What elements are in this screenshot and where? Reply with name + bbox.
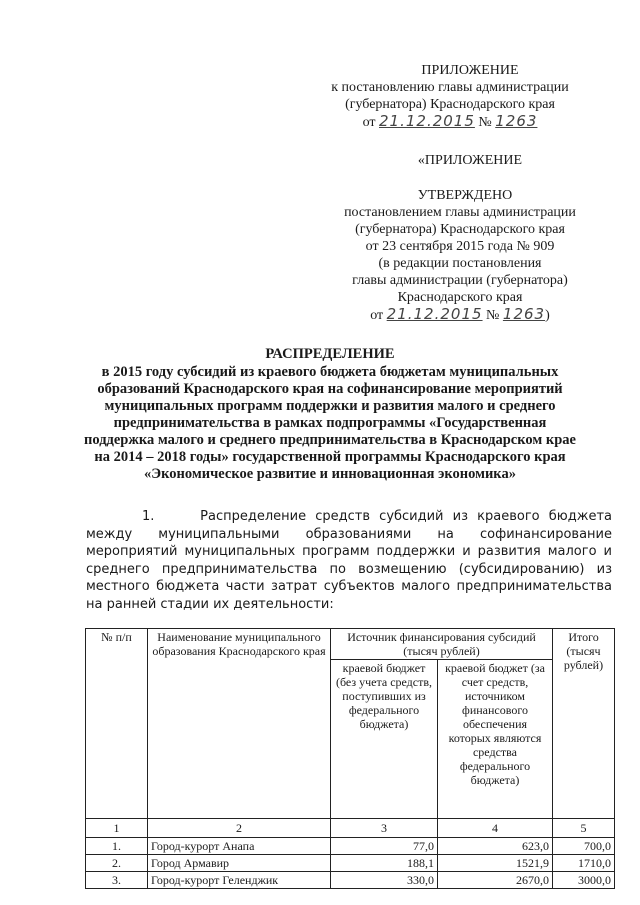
approval-attachment-title: «ПРИЛОЖЕНИЕ	[417, 153, 523, 168]
column-number-row: 1 2 3 4 5	[86, 819, 615, 838]
attachment-header	[330, 62, 570, 131]
attachment-line-2: (губернатора) Краснодарского края	[345, 97, 555, 112]
header-name: Наименование муниципального образования Краснодарского края	[148, 629, 331, 819]
header-federal-funds: краевой бюджет (за счет средств, источником финансового обеспечения которых являются средства федерального бюджета)	[438, 660, 553, 819]
paragraph-1	[86, 508, 612, 613]
paragraph-number: 1.	[142, 509, 155, 524]
approved-label: УТВЕРЖДЕНО	[417, 188, 513, 203]
header-source: Источник финансирования субсидий (тысяч рублей)	[331, 629, 553, 660]
attachment-date-line: от 21.12.2015 № 1263	[362, 112, 538, 130]
header-total: Итого (тысяч рублей)	[553, 629, 615, 819]
table-row: 1. Город-курорт Анапа 77,0 623,0 700,0	[86, 838, 615, 855]
handwritten-date: 21.12.2015	[379, 112, 475, 130]
header-num: № п/п	[86, 629, 148, 819]
header-regional-budget: краевой бюджет (без учета средств, поступивших из федерального бюджета)	[331, 660, 438, 819]
attachment-line-1: к постановлению главы администрации	[331, 80, 569, 95]
paragraph-text: Распределение средств субсидий из краевого бюджета между муниципальными образованиями на софинансирование мероприятий муниципальных программ поддержки и развития малого и среднего предпринимательства по возмещению (субсидированию) из местного бюджета части затрат субъектов малого предпринимательства на ранней стадии их деятельности:	[86, 509, 612, 612]
title-heading: РАСПРЕДЕЛЕНИЕ	[265, 346, 395, 362]
table-row: 3. Город-курорт Геленджик 330,0 2670,0 3000,0	[86, 872, 615, 889]
approval-header: «ПРИЛОЖЕНИЕ УТВЕРЖДЕНО постановлением главы администрации (губернатора) Краснодарского края от 23 сентября 2015 года № 909 (в редакции постановления главы администрации (губернатора) Краснодарского края от 21.12.2015 № 1263)	[330, 152, 590, 324]
handwritten-number: 1263	[502, 305, 546, 323]
table-row: 2. Город Армавир 188,1 1521,9 1710,0	[86, 855, 615, 872]
handwritten-date: 21.12.2015	[386, 305, 483, 323]
approval-date-line: от 21.12.2015 № 1263)	[370, 305, 550, 323]
handwritten-number: 1263	[495, 112, 538, 130]
subsidy-table	[85, 628, 615, 889]
attachment-title: ПРИЛОЖЕНИЕ	[421, 63, 519, 78]
document-title: РАСПРЕДЕЛЕНИЕ в 2015 году субсидий из краевого бюджета бюджетам муниципальных образований Краснодарского края на софинансирование мероприятий муниципальных программ поддержки и развития малого и среднего предпринимательства в рамках подпрограммы «Государственная поддержка малого и среднего предпринимательства в Краснодарском крае на 2014 – 2018 годы» государственной программы Краснодарского края «Экономическое развитие и инновационная экономика»	[70, 346, 590, 483]
